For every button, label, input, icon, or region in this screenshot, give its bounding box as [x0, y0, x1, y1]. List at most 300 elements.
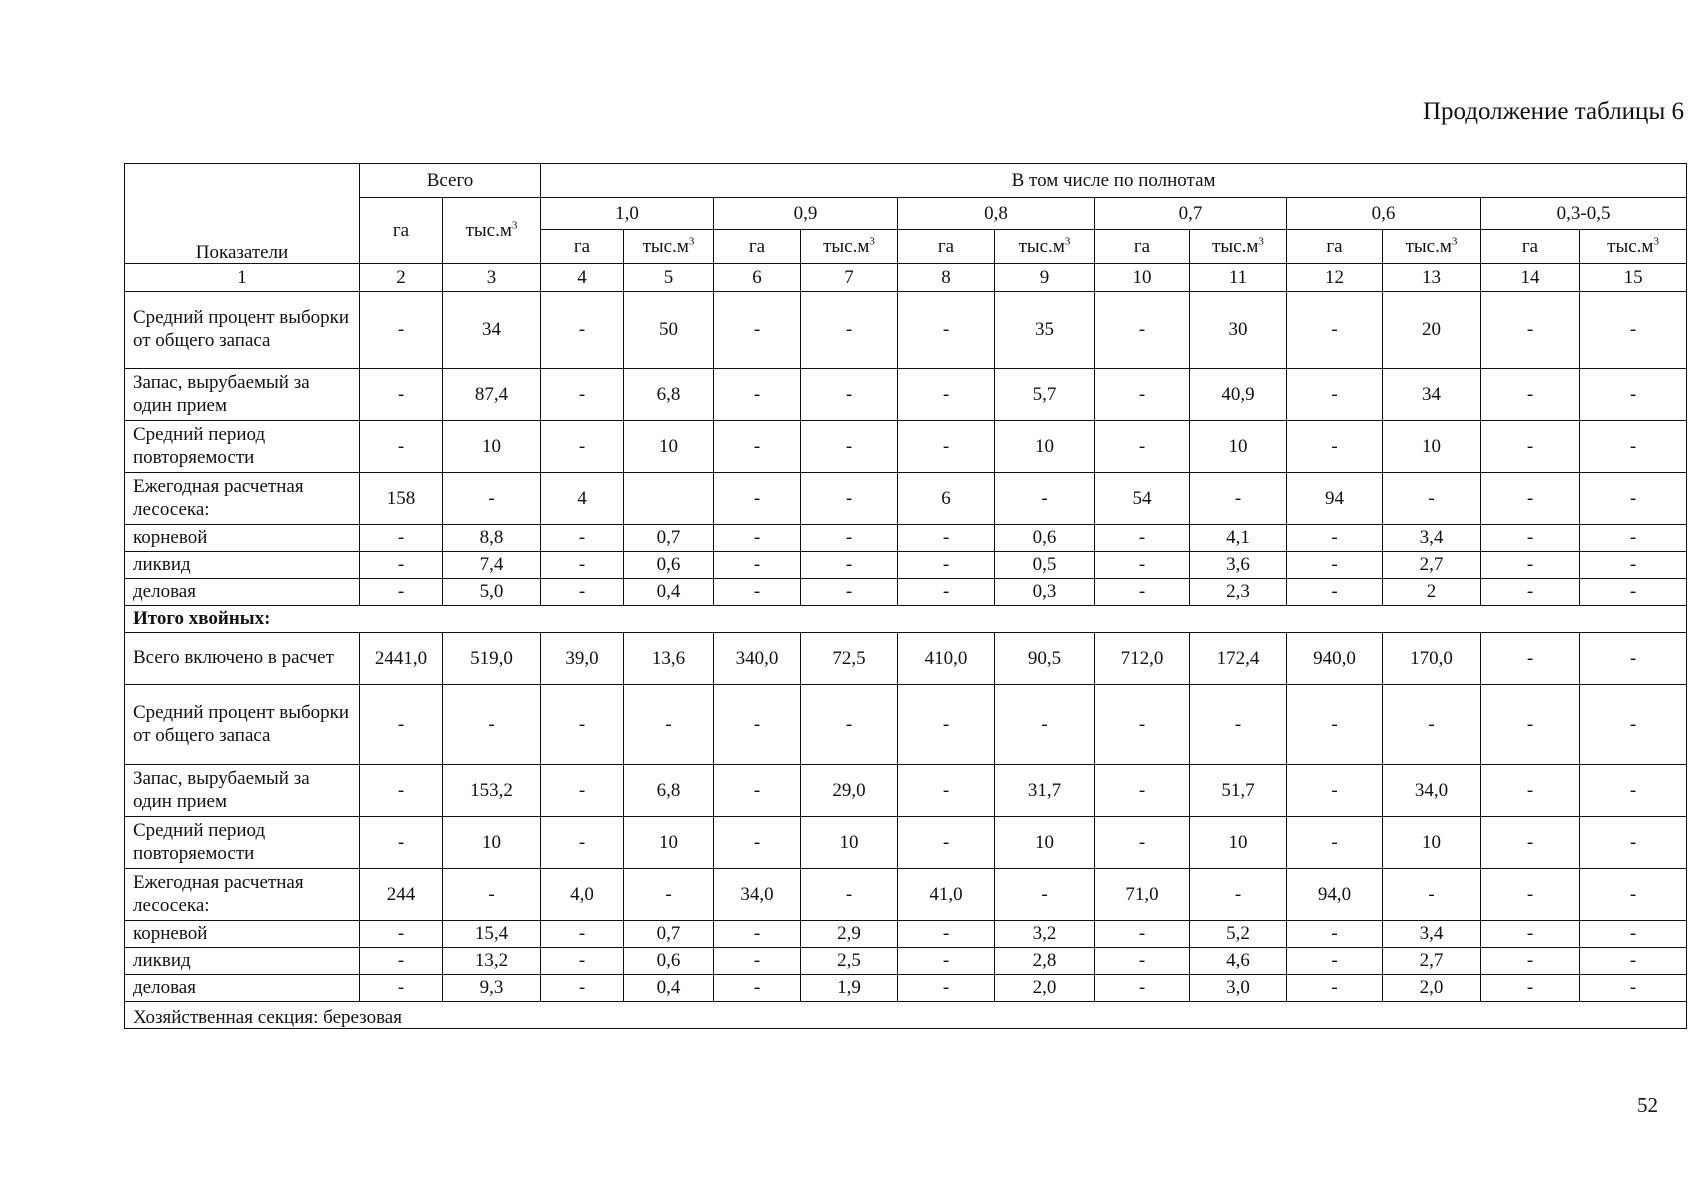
unit-volume-text: тыс.м — [465, 219, 512, 241]
row-label: корневой — [125, 921, 360, 948]
table-cell: 34 — [1383, 369, 1481, 421]
table-cell: - — [898, 421, 995, 473]
table-cell: 10 — [1190, 421, 1287, 473]
table-cell: - — [1095, 765, 1190, 817]
table-cell: - — [898, 525, 995, 552]
table-cell: - — [541, 921, 624, 948]
table-cell: 6,8 — [624, 369, 714, 421]
unit-volume-sup: 3 — [1064, 235, 1071, 248]
header-unit-ha: га — [898, 230, 995, 264]
table-cell: 51,7 — [1190, 765, 1287, 817]
table-cell: - — [1580, 765, 1687, 817]
table-cell: 29,0 — [801, 765, 898, 817]
table-cell: - — [898, 579, 995, 606]
table-cell: - — [1095, 525, 1190, 552]
table-cell: 0,6 — [995, 525, 1095, 552]
table-cell: 41,0 — [898, 869, 995, 921]
table-cell: - — [714, 685, 801, 765]
table-row — [125, 765, 1687, 817]
table-row — [125, 975, 1687, 1002]
unit-volume-text: тыс.м — [1607, 235, 1654, 257]
table-cell: - — [1580, 948, 1687, 975]
header-unit-ha: га — [541, 230, 624, 264]
unit-volume-sup: 3 — [688, 235, 695, 248]
table-cell: 39,0 — [541, 633, 624, 685]
table-cell: - — [1287, 765, 1383, 817]
table-cell: - — [1481, 817, 1580, 869]
table-cell: - — [360, 765, 443, 817]
table-cell: - — [1383, 869, 1481, 921]
table-cell: - — [995, 869, 1095, 921]
table-cell: - — [1095, 421, 1190, 473]
table-cell: 2,8 — [995, 948, 1095, 975]
table-cell: - — [801, 473, 898, 525]
table-caption: Продолжение таблицы 6 — [1422, 98, 1684, 125]
table-cell: - — [360, 817, 443, 869]
table-cell: - — [714, 765, 801, 817]
table-cell: 34,0 — [1383, 765, 1481, 817]
table-cell: - — [541, 975, 624, 1002]
table-cell: 4 — [541, 473, 624, 525]
table-cell: 10 — [443, 817, 541, 869]
table-cell: - — [360, 975, 443, 1002]
table-cell: - — [995, 685, 1095, 765]
table-cell: 72,5 — [801, 633, 898, 685]
table-cell: - — [1481, 369, 1580, 421]
table-cell: 94 — [1287, 473, 1383, 525]
table-cell: 3,2 — [995, 921, 1095, 948]
table-cell: - — [541, 765, 624, 817]
table-cell: 172,4 — [1190, 633, 1287, 685]
table-cell: - — [1580, 869, 1687, 921]
table-cell: 10 — [624, 817, 714, 869]
table-cell: - — [1383, 685, 1481, 765]
table-cell: 50 — [624, 292, 714, 369]
table-cell: 10 — [624, 421, 714, 473]
table-cell: 34,0 — [714, 869, 801, 921]
unit-volume-sup: 3 — [511, 219, 518, 232]
header-unit-volume — [1190, 230, 1287, 264]
table-cell: - — [898, 765, 995, 817]
table-cell: 712,0 — [1095, 633, 1190, 685]
table-cell: 153,2 — [443, 765, 541, 817]
section-footer-label: Хозяйственная секция: березовая — [125, 1002, 1687, 1029]
column-number: 5 — [624, 264, 714, 292]
table-cell: 940,0 — [1287, 633, 1383, 685]
table-cell: - — [541, 552, 624, 579]
table-cell: - — [1580, 975, 1687, 1002]
table-cell: - — [1287, 579, 1383, 606]
table-row — [125, 421, 1687, 473]
header-row-1 — [125, 164, 1687, 198]
table-row — [125, 525, 1687, 552]
table-cell: - — [541, 421, 624, 473]
table-cell: - — [898, 685, 995, 765]
table-cell: - — [801, 369, 898, 421]
table-cell: - — [1095, 579, 1190, 606]
table-cell: 5,2 — [1190, 921, 1287, 948]
table-cell: - — [1481, 975, 1580, 1002]
table-row — [125, 948, 1687, 975]
header-row-2 — [125, 198, 1687, 230]
header-total-ha: га — [360, 198, 443, 264]
unit-volume-text: тыс.м — [642, 235, 689, 257]
footer-row — [125, 1002, 1687, 1029]
table-cell: - — [995, 473, 1095, 525]
table-cell: - — [624, 869, 714, 921]
table-cell: - — [360, 948, 443, 975]
table-cell: - — [1580, 369, 1687, 421]
table-cell: - — [541, 817, 624, 869]
table-row — [125, 685, 1687, 765]
table-cell: - — [1481, 765, 1580, 817]
table-cell: 10 — [1190, 817, 1287, 869]
table-cell: 2 — [1383, 579, 1481, 606]
table-cell: - — [714, 948, 801, 975]
header-unit-ha: га — [1481, 230, 1580, 264]
table-cell: - — [714, 421, 801, 473]
table-cell: 10 — [1383, 421, 1481, 473]
table-cell: 6,8 — [624, 765, 714, 817]
header-density-5: 0,3-0,5 — [1481, 198, 1687, 230]
table-cell: 3,4 — [1383, 525, 1481, 552]
table-cell: - — [1287, 369, 1383, 421]
table-cell: - — [1580, 292, 1687, 369]
table-cell: 3,0 — [1190, 975, 1287, 1002]
column-number: 12 — [1287, 264, 1383, 292]
table-cell: - — [1481, 685, 1580, 765]
table-cell: - — [360, 579, 443, 606]
forest-stock-table — [124, 163, 1687, 1029]
row-label: Средний период повторяемости — [125, 421, 360, 473]
table-cell: - — [898, 817, 995, 869]
table-cell: 2441,0 — [360, 633, 443, 685]
table-cell: - — [360, 369, 443, 421]
table-cell: - — [898, 552, 995, 579]
header-indicators: Показатели — [125, 164, 360, 264]
table-cell: - — [1095, 369, 1190, 421]
table-cell: 54 — [1095, 473, 1190, 525]
table-cell: - — [801, 869, 898, 921]
table-row — [125, 552, 1687, 579]
row-label: Запас, вырубаемый за один прием — [125, 765, 360, 817]
row-label: Всего включено в расчет — [125, 633, 360, 685]
table-cell: 13,6 — [624, 633, 714, 685]
unit-volume-text: тыс.м — [1018, 235, 1065, 257]
unit-volume-sup: 3 — [869, 235, 875, 248]
table-cell: - — [1481, 579, 1580, 606]
column-number: 9 — [995, 264, 1095, 292]
table-cell: 2,7 — [1383, 552, 1481, 579]
table-cell: - — [541, 948, 624, 975]
table-cell: - — [1287, 685, 1383, 765]
table-cell: 10 — [443, 421, 541, 473]
table-cell: - — [714, 552, 801, 579]
table-cell: 2,3 — [1190, 579, 1287, 606]
section-label: Итого хвойных: — [125, 606, 1687, 633]
table-cell: 34 — [443, 292, 541, 369]
table-cell: - — [1095, 817, 1190, 869]
table-cell: 0,7 — [624, 921, 714, 948]
row-label: Средний процент выборки от общего запаса — [125, 685, 360, 765]
table-cell: - — [1580, 473, 1687, 525]
row-label: Средний процент выборки от общего запаса — [125, 292, 360, 369]
table-cell: - — [1481, 921, 1580, 948]
table-cell: - — [1095, 975, 1190, 1002]
table-cell: - — [541, 525, 624, 552]
table-cell: - — [714, 292, 801, 369]
table-cell: - — [1580, 552, 1687, 579]
table-cell: 2,5 — [801, 948, 898, 975]
table-cell: - — [541, 292, 624, 369]
column-number: 14 — [1481, 264, 1580, 292]
table-cell: 35 — [995, 292, 1095, 369]
table-cell: - — [360, 921, 443, 948]
row-label: ликвид — [125, 948, 360, 975]
header-density-2: 0,8 — [898, 198, 1095, 230]
table-cell: 20 — [1383, 292, 1481, 369]
table-cell: - — [541, 685, 624, 765]
header-density-3: 0,7 — [1095, 198, 1287, 230]
table-cell: - — [1481, 869, 1580, 921]
header-total: Всего — [360, 164, 541, 198]
table-cell: - — [898, 292, 995, 369]
section-row — [125, 606, 1687, 633]
table-cell: 4,1 — [1190, 525, 1287, 552]
table-cell: 10 — [801, 817, 898, 869]
table-cell: 10 — [1383, 817, 1481, 869]
table-cell: 2,7 — [1383, 948, 1481, 975]
table-cell: - — [541, 369, 624, 421]
unit-volume-text: тыс.м — [1212, 235, 1259, 257]
table-cell: 158 — [360, 473, 443, 525]
table-cell: - — [1190, 685, 1287, 765]
table-cell: - — [898, 921, 995, 948]
table-row — [125, 369, 1687, 421]
table-cell: - — [1287, 817, 1383, 869]
table-cell: - — [624, 685, 714, 765]
table-cell: - — [801, 525, 898, 552]
table-cell: - — [801, 292, 898, 369]
row-label: ликвид — [125, 552, 360, 579]
table-cell: - — [1095, 292, 1190, 369]
header-by-density: В том числе по полнотам — [541, 164, 1687, 198]
unit-volume-text: тыс.м — [823, 235, 870, 257]
table-cell: 0,6 — [624, 948, 714, 975]
table-cell: 30 — [1190, 292, 1287, 369]
table-cell: - — [360, 421, 443, 473]
table-cell: - — [1383, 473, 1481, 525]
table-cell: 8,8 — [443, 525, 541, 552]
table-cell: 31,7 — [995, 765, 1095, 817]
table-cell: 87,4 — [443, 369, 541, 421]
table-cell: - — [443, 685, 541, 765]
table-cell: - — [1481, 525, 1580, 552]
table-cell: - — [714, 975, 801, 1002]
table-cell: - — [1287, 948, 1383, 975]
table-cell: - — [1481, 948, 1580, 975]
column-number: 15 — [1580, 264, 1687, 292]
header-unit-volume — [995, 230, 1095, 264]
table-cell: 15,4 — [443, 921, 541, 948]
column-number: 13 — [1383, 264, 1481, 292]
table-cell: - — [1481, 552, 1580, 579]
table-cell: - — [714, 369, 801, 421]
table-cell: 2,9 — [801, 921, 898, 948]
table-cell: - — [801, 552, 898, 579]
table-cell: 2,0 — [995, 975, 1095, 1002]
table-cell: 0,5 — [995, 552, 1095, 579]
table-cell: 0,7 — [624, 525, 714, 552]
table-row — [125, 633, 1687, 685]
table-cell: 244 — [360, 869, 443, 921]
header-unit-volume — [1383, 230, 1481, 264]
table-cell: 4,6 — [1190, 948, 1287, 975]
table-cell: 90,5 — [995, 633, 1095, 685]
table-cell: - — [541, 579, 624, 606]
table-cell: 6 — [898, 473, 995, 525]
page-number: 52 — [1637, 1093, 1658, 1117]
table-cell: - — [1095, 948, 1190, 975]
table-cell: - — [1481, 292, 1580, 369]
column-number: 4 — [541, 264, 624, 292]
header-unit-volume — [801, 230, 898, 264]
table-cell: 10 — [995, 421, 1095, 473]
table-cell: 1,9 — [801, 975, 898, 1002]
table-cell: - — [1481, 633, 1580, 685]
table-cell: - — [714, 817, 801, 869]
table-cell: 519,0 — [443, 633, 541, 685]
table-cell: - — [360, 552, 443, 579]
table-cell: 5,7 — [995, 369, 1095, 421]
table-cell: - — [1580, 921, 1687, 948]
column-number: 2 — [360, 264, 443, 292]
table-cell: - — [898, 948, 995, 975]
table-cell: - — [1287, 292, 1383, 369]
table-cell: - — [714, 473, 801, 525]
unit-volume-text: тыс.м — [1405, 235, 1452, 257]
table-cell: 0,4 — [624, 579, 714, 606]
table-cell: - — [1287, 525, 1383, 552]
header-unit-ha: га — [1287, 230, 1383, 264]
table-cell: - — [801, 421, 898, 473]
table-cell: - — [1287, 921, 1383, 948]
table-cell: - — [360, 685, 443, 765]
table-cell: - — [714, 579, 801, 606]
table-cell: - — [714, 921, 801, 948]
table-cell: 0,6 — [624, 552, 714, 579]
column-number: 6 — [714, 264, 801, 292]
header-density-1: 0,9 — [714, 198, 898, 230]
column-number: 10 — [1095, 264, 1190, 292]
header-density-4: 0,6 — [1287, 198, 1481, 230]
table-cell: - — [1287, 975, 1383, 1002]
table-cell: - — [1580, 421, 1687, 473]
table-cell: - — [714, 525, 801, 552]
table-row — [125, 579, 1687, 606]
table-cell: - — [443, 473, 541, 525]
row-label: Ежегодная расчетная лесосека: — [125, 473, 360, 525]
row-label: корневой — [125, 525, 360, 552]
table-row — [125, 869, 1687, 921]
column-number: 8 — [898, 264, 995, 292]
table-cell: - — [1095, 552, 1190, 579]
table-cell: - — [1580, 579, 1687, 606]
column-number-row — [125, 264, 1687, 292]
unit-volume-sup: 3 — [1451, 235, 1458, 248]
table-cell: - — [1481, 421, 1580, 473]
table-cell: 10 — [995, 817, 1095, 869]
table-cell: 170,0 — [1383, 633, 1481, 685]
table-cell: 4,0 — [541, 869, 624, 921]
table-cell: 3,4 — [1383, 921, 1481, 948]
table-cell: - — [898, 975, 995, 1002]
table-cell: 2,0 — [1383, 975, 1481, 1002]
table-row — [125, 817, 1687, 869]
table-cell: - — [1190, 473, 1287, 525]
table-row — [125, 921, 1687, 948]
table-cell: 340,0 — [714, 633, 801, 685]
table-cell: - — [360, 292, 443, 369]
row-label: деловая — [125, 975, 360, 1002]
table-row — [125, 473, 1687, 525]
table-cell: - — [1287, 421, 1383, 473]
table-cell: - — [801, 579, 898, 606]
table-cell: 9,3 — [443, 975, 541, 1002]
table-cell: - — [360, 525, 443, 552]
table-cell: - — [1287, 552, 1383, 579]
table-cell: 13,2 — [443, 948, 541, 975]
table-cell: 7,4 — [443, 552, 541, 579]
table-cell: - — [1580, 817, 1687, 869]
unit-volume-sup: 3 — [1258, 235, 1264, 248]
header-unit-ha: га — [714, 230, 801, 264]
table-cell: 410,0 — [898, 633, 995, 685]
table-cell: 0,4 — [624, 975, 714, 1002]
table-cell: - — [1580, 633, 1687, 685]
column-number: 11 — [1190, 264, 1287, 292]
table-cell: 5,0 — [443, 579, 541, 606]
table-cell: 0,3 — [995, 579, 1095, 606]
column-number: 3 — [443, 264, 541, 292]
header-unit-volume — [624, 230, 714, 264]
table-cell: 71,0 — [1095, 869, 1190, 921]
table-cell: 94,0 — [1287, 869, 1383, 921]
column-number: 1 — [125, 264, 360, 292]
header-unit-volume — [1580, 230, 1687, 264]
table-cell: - — [1580, 525, 1687, 552]
table-row — [125, 292, 1687, 369]
table-cell: - — [1190, 869, 1287, 921]
table-cell: - — [1095, 921, 1190, 948]
table-cell: - — [443, 869, 541, 921]
column-number: 7 — [801, 264, 898, 292]
header-unit-ha: га — [1095, 230, 1190, 264]
table-cell: - — [1095, 685, 1190, 765]
header-density-0: 1,0 — [541, 198, 714, 230]
table-cell: 3,6 — [1190, 552, 1287, 579]
table-cell — [624, 473, 714, 525]
table-cell: - — [1580, 685, 1687, 765]
unit-volume-sup: 3 — [1653, 235, 1659, 248]
table-cell: 40,9 — [1190, 369, 1287, 421]
header-total-volume — [443, 198, 541, 264]
row-label: Средний период повторяемости — [125, 817, 360, 869]
row-label: Запас, вырубаемый за один прием — [125, 369, 360, 421]
row-label: деловая — [125, 579, 360, 606]
table-cell: - — [898, 369, 995, 421]
table-cell: - — [1481, 473, 1580, 525]
